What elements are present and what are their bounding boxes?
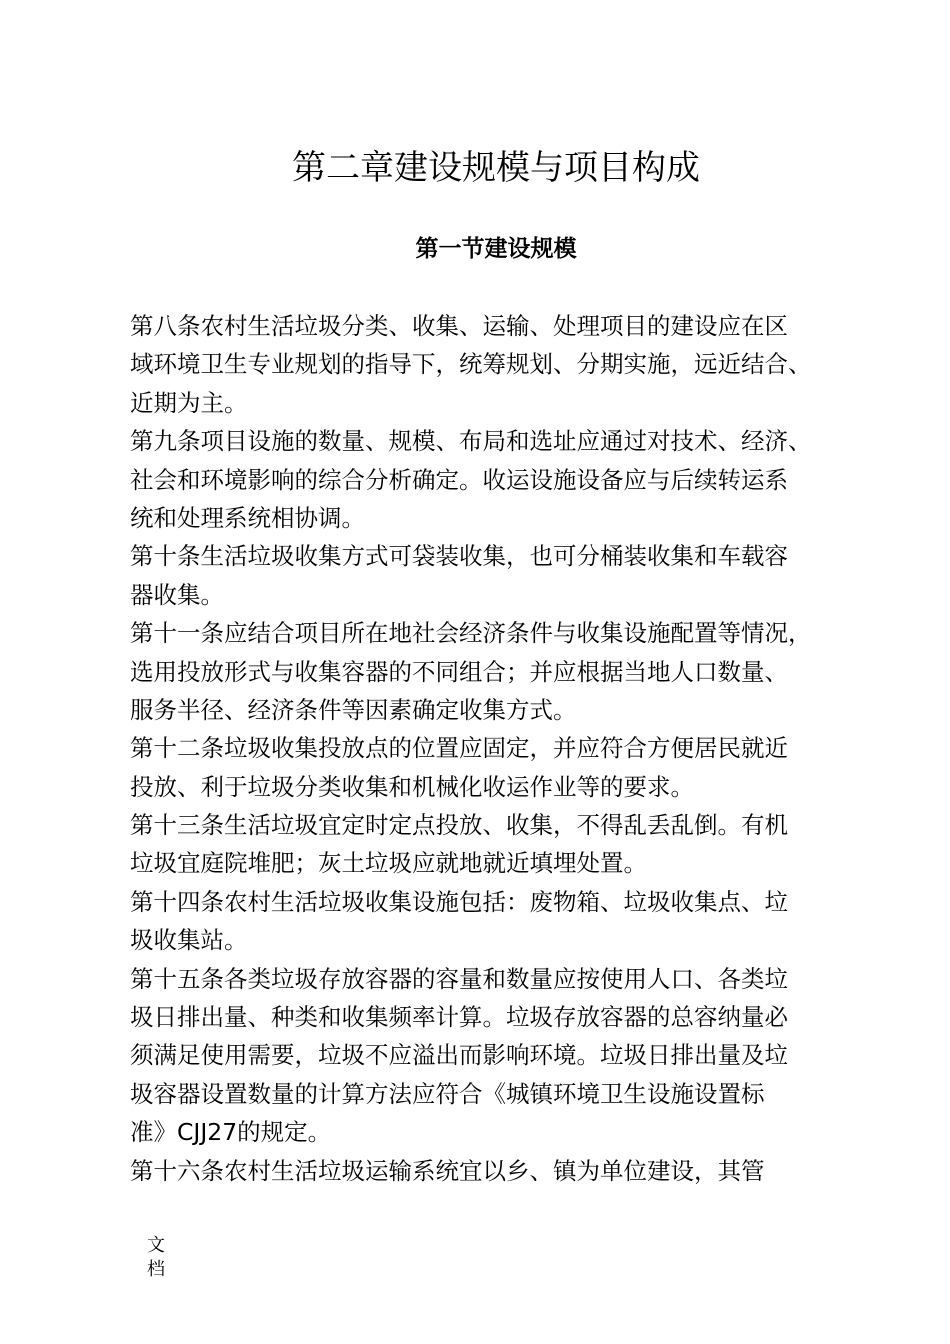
text-line: 近期为主。 bbox=[130, 388, 248, 417]
text-line: 第十条生活垃圾收集方式可袋装收集，也可分桶装收集和车载容 bbox=[130, 542, 788, 571]
text-line: 器收集。 bbox=[130, 580, 224, 609]
footer-char: 档 bbox=[147, 1259, 165, 1280]
text-line: 圾收集站。 bbox=[130, 926, 248, 955]
text-line: 第八条农村生活垃圾分类、收集、运输、处理项目的建设应在区 bbox=[130, 312, 788, 340]
text-line: 垃圾宜庭院堆肥；灰土垃圾应就地就近填埋处置。 bbox=[130, 849, 647, 878]
section-title: 第一节建设规模 bbox=[415, 236, 577, 262]
text-line: 第十六条农村生活垃圾运输系统宜以乡、镇为单位建设，其管 bbox=[130, 1156, 765, 1185]
text-line: 圾日排出量、种类和收集频率计算。垃圾存放容器的总容纳量必 bbox=[130, 1003, 788, 1032]
text-line: 投放、利于垃圾分类收集和机械化收运作业等的要求。 bbox=[130, 772, 694, 801]
text-line: 选用投放形式与收集容器的不同组合；并应根据当地人口数量、 bbox=[130, 657, 788, 686]
footer-char: 文 bbox=[147, 1235, 165, 1256]
text-line: 域环境卫生专业规划的指导下，统筹规划、分期实施，远近结合、 bbox=[130, 350, 812, 379]
text-line: 服务半径、经济条件等因素确定收集方式。 bbox=[130, 695, 577, 724]
document-body bbox=[130, 307, 882, 1190]
text-line: 第十三条生活垃圾宜定时定点投放、收集，不得乱丢乱倒。有机 bbox=[130, 811, 788, 840]
text-line: 第十四条农村生活垃圾收集设施包括：废物箱、垃圾收集点、垃 bbox=[130, 887, 788, 916]
text-line: 圾容器设置数量的计算方法应符合《城镇环境卫生设施设置标 bbox=[130, 1079, 765, 1108]
text-line: 第十二条垃圾收集投放点的位置应固定，并应符合方便居民就近 bbox=[130, 734, 788, 763]
text-line: 须满足使用需要，垃圾不应溢出而影响环境。垃圾日排出量及垃 bbox=[130, 1041, 788, 1070]
text-line: 第九条项目设施的数量、规模、布局和选址应通过对技术、经济、 bbox=[130, 427, 812, 456]
text-line: 第十五条各类垃圾存放容器的容量和数量应按使用人口、各类垃 bbox=[130, 964, 788, 993]
text-line: 社会和环境影响的综合分析确定。收运设施设备应与后续转运系 bbox=[130, 465, 788, 494]
text-line: 准》CJJ27的规定。 bbox=[130, 1118, 332, 1147]
text-line: 统和处理系统相协调。 bbox=[130, 503, 365, 532]
chapter-title: 第二章建设规模与项目构成 bbox=[292, 148, 700, 188]
footer-mark bbox=[144, 1234, 168, 1282]
text-line: 第十一条应结合项目所在地社会经济条件与收集设施配置等情况， bbox=[130, 619, 812, 648]
